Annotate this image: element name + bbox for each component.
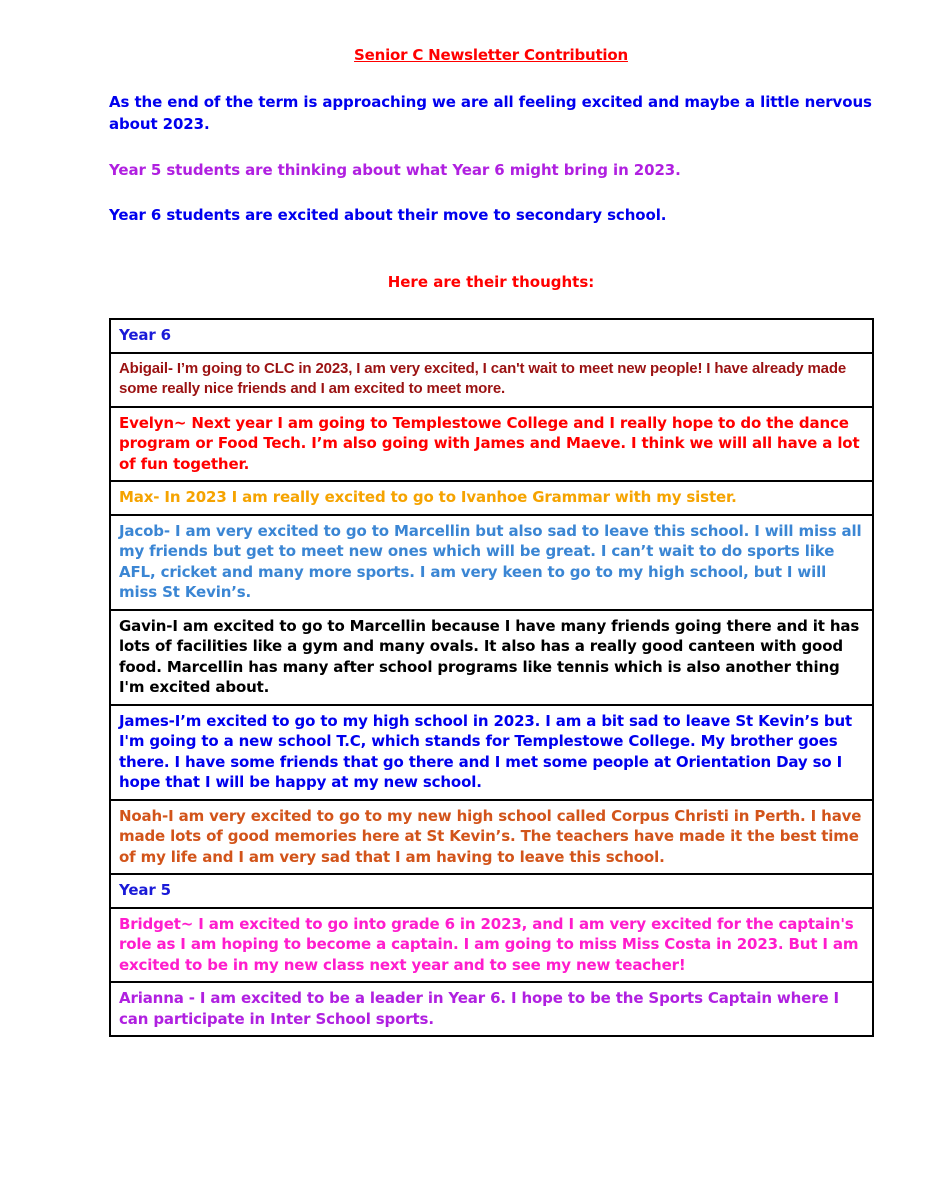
table-row xyxy=(110,908,873,983)
table-row xyxy=(110,982,873,1036)
newsletter-title: Senior C Newsletter Contribution xyxy=(354,46,628,64)
table-row xyxy=(110,353,873,407)
student-thoughts-table xyxy=(109,318,874,1037)
entry-jacob: Jacob- I am very excited to go to Marcellin but also sad to leave this school. I will miss all my friends but get to meet new ones which will be great. I can’t wait to do sports like AFL, cricket and many more sports. I am very keen to go to my high school, but I will miss St Kevin’s. xyxy=(110,515,873,610)
table-row xyxy=(110,515,873,610)
entry-evelyn: Evelyn~ Next year I am going to Templestowe College and I really hope to do the dance program or Food Tech. I’m also going with James and Maeve. I think we will all have a lot of fun together. xyxy=(110,407,873,482)
entry-james: James-I’m excited to go to my high school in 2023. I am a bit sad to leave St Kevin’s but I'm going to a new school T.C, which stands for Templestowe College. My brother goes there. I have some friends that go there and I met some people at Orientation Day so I hope that I will be happy at my new school. xyxy=(110,705,873,800)
table-row xyxy=(110,705,873,800)
intro-paragraph-end-of-term: As the end of the term is approaching we are all feeling excited and maybe a little nervous about 2023. xyxy=(109,93,872,133)
intro-paragraph-year6: Year 6 students are excited about their move to secondary school. xyxy=(109,206,667,224)
table-row xyxy=(110,481,873,515)
entry-bridget: Bridget~ I am excited to go into grade 6 in 2023, and I am very excited for the captain's role as I am hoping to become a captain. I am going to miss Miss Costa in 2023. But I am excited to be in my new class next year and to see my new teacher! xyxy=(110,908,873,983)
intro-paragraph-year5: Year 5 students are thinking about what Year 6 might bring in 2023. xyxy=(109,161,681,179)
entry-gavin: Gavin-I am excited to go to Marcellin because I have many friends going there and it has lots of facilities like a gym and many ovals. It also has a really good canteen with good food. Marcellin has many after school programs like tennis which is also another thing I'm excited about. xyxy=(110,610,873,705)
year6-heading: Year 6 xyxy=(110,319,873,353)
table-row xyxy=(110,319,873,353)
table-row xyxy=(110,874,873,908)
thoughts-subtitle: Here are their thoughts: xyxy=(387,273,595,291)
table-row xyxy=(110,800,873,875)
entry-arianna: Arianna - I am excited to be a leader in Year 6. I hope to be the Sports Captain where I can participate in Inter School sports. xyxy=(110,982,873,1036)
year5-heading: Year 5 xyxy=(110,874,873,908)
entry-abigail: Abigail- I’m going to CLC in 2023, I am very excited, I can't wait to meet new people! I have already made some really nice friends and I am excited to meet more. xyxy=(110,353,873,407)
entry-max: Max- In 2023 I am really excited to go to Ivanhoe Grammar with my sister. xyxy=(110,481,873,515)
entry-noah: Noah-I am very excited to go to my new high school called Corpus Christi in Perth. I have made lots of good memories here at St Kevin’s. The teachers have made it the best time of my life and I am very sad that I am having to leave this school. xyxy=(110,800,873,875)
table-row xyxy=(110,407,873,482)
table-row xyxy=(110,610,873,705)
